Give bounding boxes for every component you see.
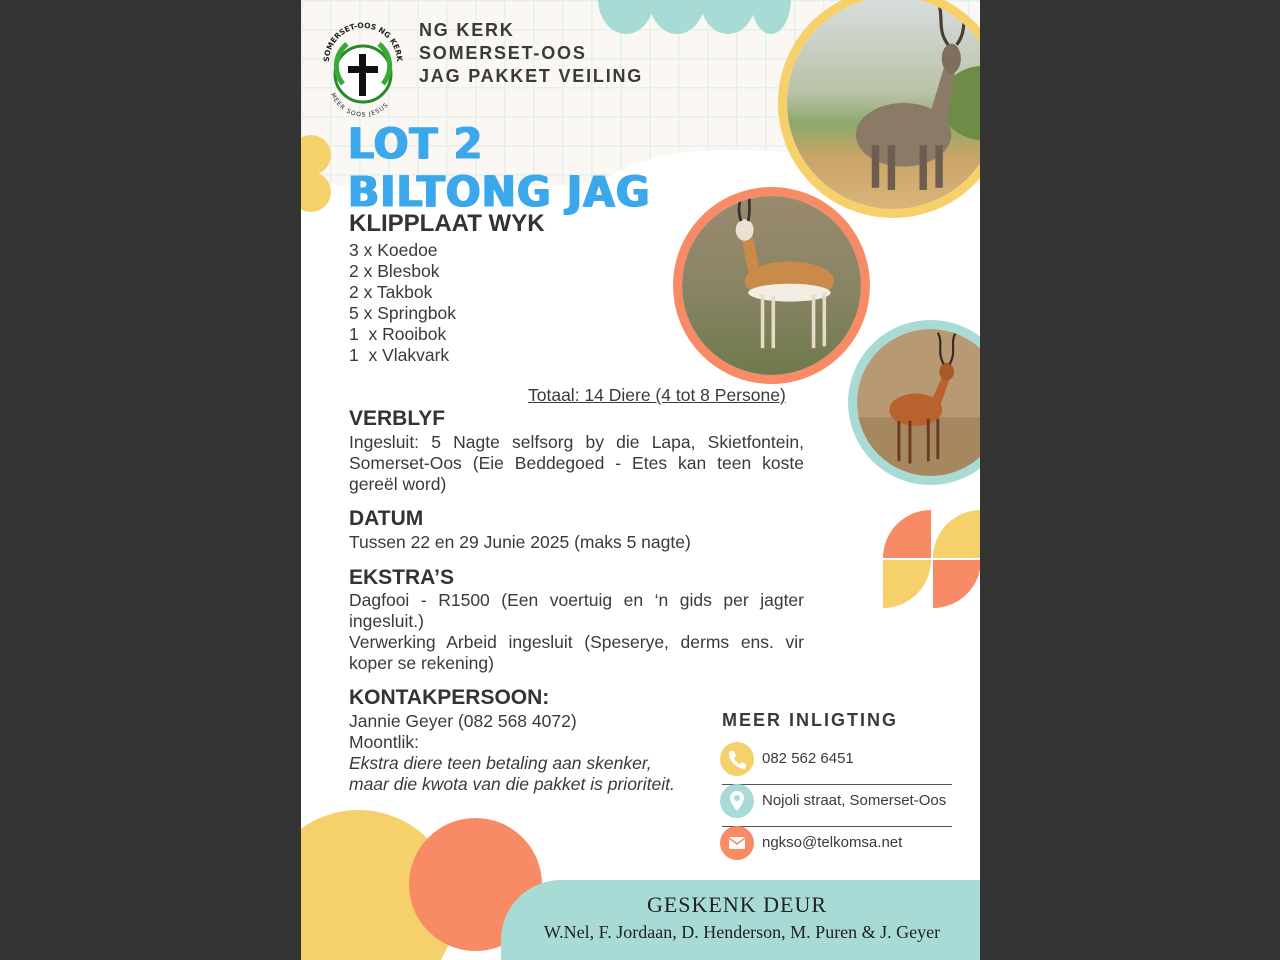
header-line-2: SOMERSET-OOS xyxy=(419,43,587,63)
contact-phone-row[interactable] xyxy=(720,742,953,778)
total-animals: Totaal: 14 Diere (4 tot 8 Persone) xyxy=(528,385,786,405)
ekstras-line-2: Verwerking Arbeid ingesluit (Speserye, derms ens. vir koper se rekening) xyxy=(349,632,804,673)
verblyf-text: Ingesluit: 5 Nagte selfsorg by die Lapa, Skietfontein, Somerset-Oos (Eie Beddegoed - Etes kan teen koste gereël word) xyxy=(349,432,804,494)
decorative-s-shape xyxy=(881,510,980,610)
lot-name: BILTONG JAG xyxy=(348,166,651,217)
mail-icon xyxy=(720,826,754,860)
ekstras-heading: EKSTRA’S xyxy=(349,566,455,589)
header-title xyxy=(419,19,643,88)
springbok-photo xyxy=(673,187,870,384)
animal-item: 3 x Koedoe xyxy=(349,240,438,260)
datum-heading: DATUM xyxy=(349,507,424,530)
animal-item: 1 x Rooibok xyxy=(349,324,447,344)
lot-title xyxy=(348,120,651,216)
decorative-yellow-bar xyxy=(301,150,315,190)
animal-item: 2 x Blesbok xyxy=(349,261,440,281)
animal-item: 1 x Vlakvark xyxy=(349,345,450,365)
kontak-heading: KONTAKPERSOON: xyxy=(349,686,550,709)
animal-item: 2 x Takbok xyxy=(349,282,433,302)
footer-donors: W.Nel, F. Jordaan, D. Henderson, M. Puren & J. Geyer xyxy=(543,922,941,942)
auction-poster xyxy=(301,0,980,960)
ward-heading: KLIPPLAAT WYK xyxy=(349,210,545,237)
datum-text: Tussen 22 en 29 Junie 2025 (maks 5 nagte) xyxy=(349,532,691,552)
animal-list xyxy=(349,240,456,366)
footer-heading: GESKENK DEUR xyxy=(646,892,828,917)
contact-email-row[interactable] xyxy=(720,826,953,862)
logo-text-top: SOMERSET-OOS NG KERK xyxy=(321,20,405,63)
kontak-note-1: Ekstra diere teen betaling aan skenker, xyxy=(349,753,652,773)
verblyf-heading: VERBLYF xyxy=(349,407,446,430)
address[interactable]: Nojoli straat, Somerset-Oos xyxy=(762,792,947,809)
contact-address-row[interactable] xyxy=(720,784,953,820)
header-line-3: JAG PAKKET VEILING xyxy=(419,66,644,86)
location-pin-icon xyxy=(720,784,754,818)
church-logo xyxy=(319,14,407,124)
kontak-maybe: Moontlik: xyxy=(349,732,420,752)
meer-inligting-heading: MEER INLIGTING xyxy=(722,710,898,730)
email[interactable]: ngkso@telkomsa.net xyxy=(762,834,903,851)
phone-icon xyxy=(720,742,754,776)
header-line-1: NG KERK xyxy=(419,20,515,40)
kontak-person: Jannie Geyer (082 568 4072) xyxy=(349,711,577,731)
lot-number: LOT 2 xyxy=(348,118,484,169)
phone-number[interactable]: 082 562 6451 xyxy=(762,750,854,767)
ekstras-line-1: Dagfooi - R1500 (Een voertuig en ‘n gids per jagter ingesluit.) xyxy=(349,590,804,631)
logo-text-bottom: MEER SOOS JESUS xyxy=(329,91,391,119)
animal-item: 5 x Springbok xyxy=(349,303,457,323)
kontak-note-2: maar die kwota van die pakket is prioriteit. xyxy=(349,774,675,794)
